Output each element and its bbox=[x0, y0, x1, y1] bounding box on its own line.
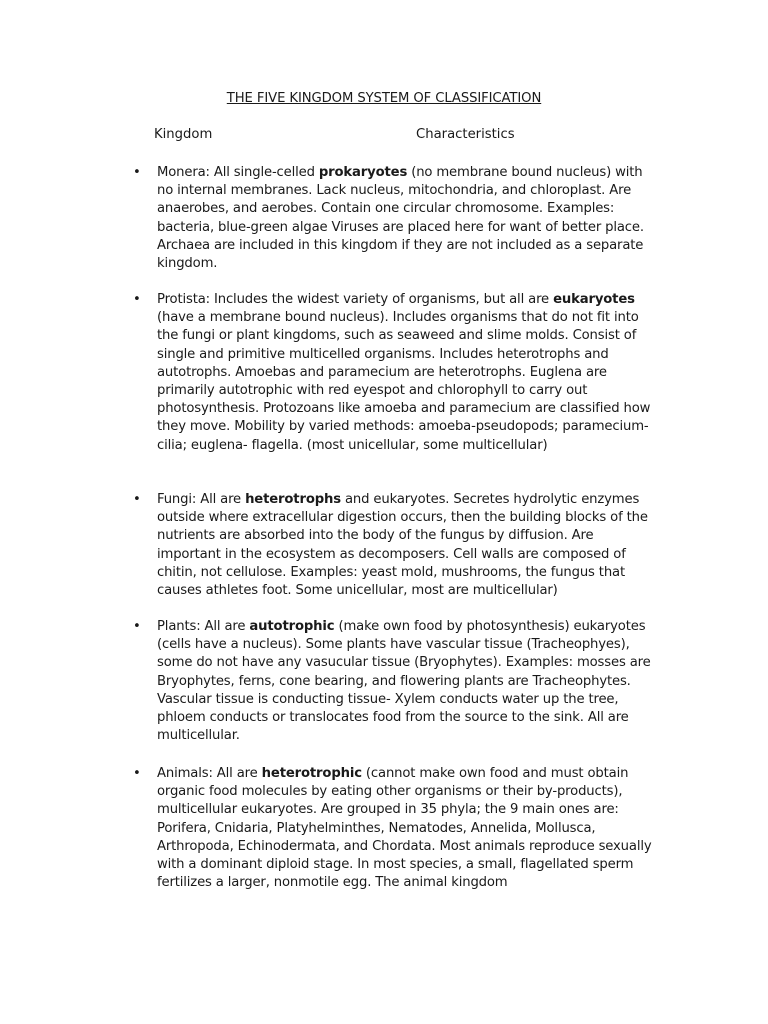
kingdom-key-term: eukaryotes bbox=[553, 292, 635, 307]
kingdom-text-lead: Protista: Includes the widest variety of organisms, but all are bbox=[157, 292, 554, 307]
column-header-kingdom: Kingdom bbox=[154, 127, 213, 142]
kingdom-description bbox=[157, 291, 657, 455]
kingdom-text-rest: (make own food by photosynthesis) eukaryotes (cells have a nucleus). Some plants have vascular tissue (Tracheophyes), some do not have any vasucular tissue (Bryophytes). Examples: mosses are Bryophytes, ferns, cone bearing, and flowering plants are Tracheophytes. Vascular tissue is conducting tissue- Xylem conducts water up the tree, phloem conducts or translocates food from the source to the sink. All are multicellular. bbox=[157, 619, 651, 744]
kingdom-text-rest: and eukaryotes. Secretes hydrolytic enzymes outside where extracellular digestion occurs, then the building blocks of the nutrients are absorbed into the body of the fungus by diffusion. Are important in the ecosystem as decomposers. Cell walls are composed of chitin, not cellulose. Examples: yeast mold, mushrooms, the fungus that causes athletes foot. Some unicellular, most are multicellular) bbox=[157, 492, 648, 599]
kingdom-text-rest: (no membrane bound nucleus) with no internal membranes. Lack nucleus, mitochondria, and chloroplast. Are anaerobes, and aerobes. Contain one circular chromosome. Examples: bacteria, blue-green algae Viruses are placed here for want of better place. Archaea are included in this kingdom if they are not included as a separate kingdom. bbox=[157, 165, 644, 272]
kingdom-text-rest: (cannot make own food and must obtain organic food molecules by eating other organisms or their by-products), multicellular eukaryotes. Are grouped in 35 phyla; the 9 main ones are: Porifera, Cnidaria, Platyhelminthes, Nematodes, Annelida, Mollusca, Arthropoda, Echinodermata, and Chordata. Most animals reproduce sexually with a dominant diploid stage. In most species, a small, flagellated sperm fertilizes a larger, nonmotile egg. The animal kingdom bbox=[157, 766, 652, 891]
bullet-icon: • bbox=[133, 619, 141, 634]
kingdom-text-lead: Fungi: All are bbox=[157, 492, 246, 507]
bullet-icon: • bbox=[133, 165, 141, 180]
bullet-icon: • bbox=[133, 292, 141, 307]
bullet-icon: • bbox=[133, 766, 141, 781]
kingdom-key-term: prokaryotes bbox=[318, 165, 408, 180]
kingdom-text-lead: Monera: All single-celled bbox=[157, 165, 319, 180]
kingdom-text-rest: (have a membrane bound nucleus). Includes organisms that do not fit into the fungi or plant kingdoms, such as seaweed and slime molds. Consist of single and primitive multicelled organisms. Includes heterotrophs and autotrophs. Amoebas and paramecium are heterotrophs. Euglena are primarily autotrophic with red eyespot and chlorophyll to carry out photosynthesis. Protozoans like amoeba and paramecium are classified how they move. Mobility by varied methods: amoeba-pseudopods; paramecium- cilia; euglena- flagella. (most unicellular, some multicellular) bbox=[157, 310, 651, 453]
column-header-characteristics: Characteristics bbox=[416, 127, 515, 142]
kingdom-description bbox=[157, 491, 657, 600]
bullet-icon: • bbox=[133, 492, 141, 507]
kingdom-text-lead: Plants: All are bbox=[157, 619, 250, 634]
kingdom-key-term: heterotrophic bbox=[261, 766, 362, 781]
page-title: THE FIVE KINGDOM SYSTEM OF CLASSIFICATION bbox=[226, 91, 542, 106]
kingdom-key-term: heterotrophs bbox=[245, 492, 341, 507]
kingdom-text-lead: Animals: All are bbox=[157, 766, 262, 781]
kingdom-description bbox=[157, 765, 657, 892]
kingdom-description bbox=[157, 618, 657, 745]
kingdom-key-term: autotrophic bbox=[249, 619, 335, 634]
kingdom-description bbox=[157, 164, 657, 273]
